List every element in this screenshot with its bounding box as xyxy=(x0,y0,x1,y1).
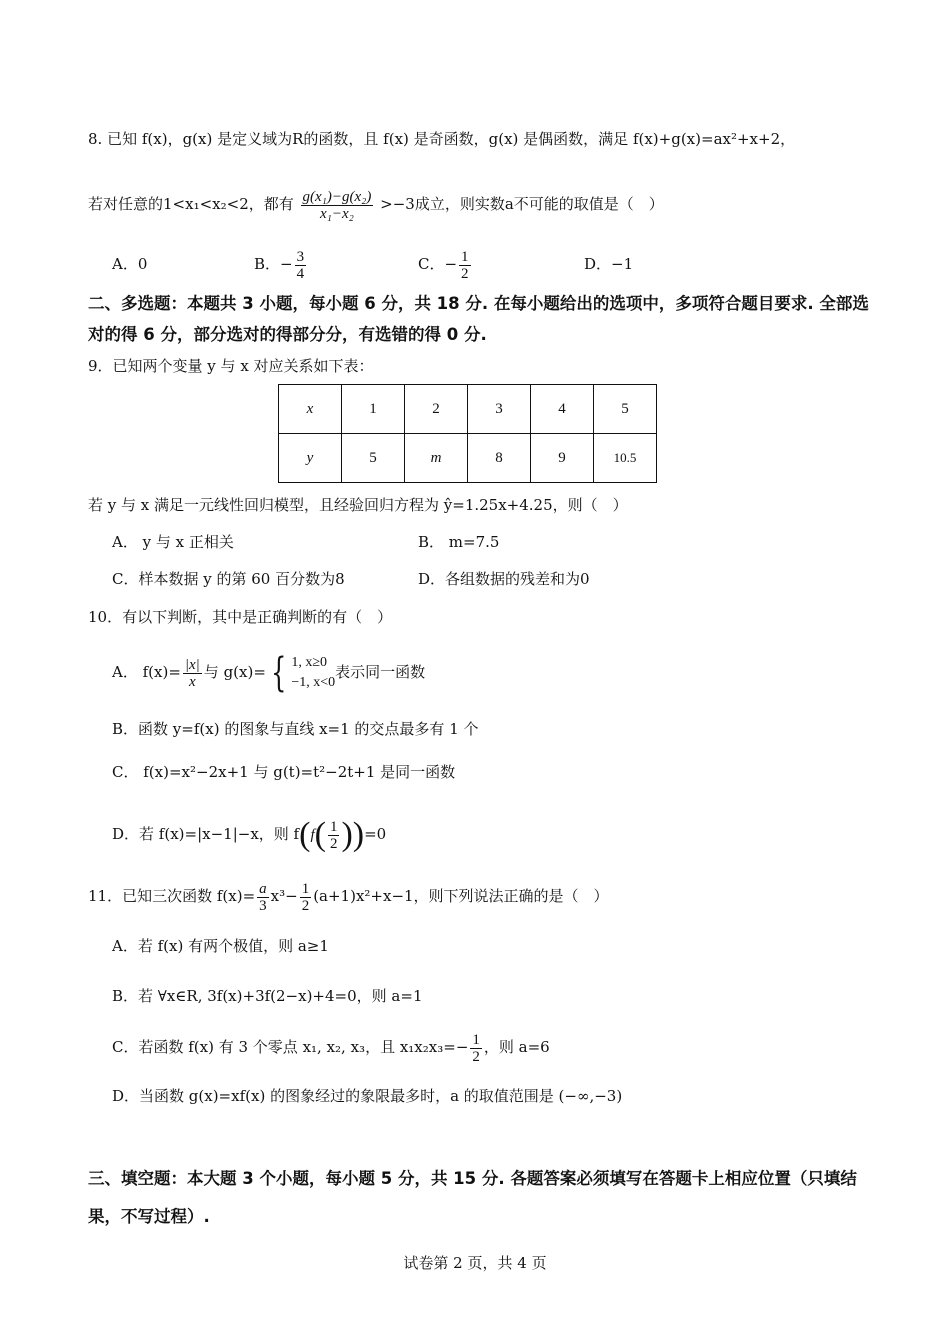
q8-frac-den: x₁−x₂ xyxy=(320,205,354,222)
section-2-heading: 二、多选题：本题共 3 小题，每小题 6 分，共 18 分. 在每小题给出的选项中，多项符合题目要求. 全部选对的得 6 分，部分选对的得部分分，有选错的得 0 分. xyxy=(88,294,869,344)
q11-frac-1: 1 xyxy=(301,880,310,897)
table-row xyxy=(279,434,657,483)
q8-line2-pre: 若对任意的1<x₁<x₂<2，都有 xyxy=(88,195,294,213)
q9-table xyxy=(278,384,657,483)
q11-option-c-pre: C．若函数 f(x) 有 3 个零点 x₁, x₂, x₃，且 x₁x₂x₃=− xyxy=(112,1038,469,1056)
q11-stem-mid: x³− xyxy=(270,887,298,905)
q10-option-d-post: =0 xyxy=(364,825,387,843)
table-cell: 1 xyxy=(342,385,405,434)
q8-line2 xyxy=(88,186,664,222)
table-cell: 3 xyxy=(468,385,531,434)
q10-option-b: B．函数 y=f(x) 的图象与直线 x=1 的交点最多有 1 个 xyxy=(112,720,479,738)
q10-option-a-den: x xyxy=(189,673,196,690)
page-footer: 试卷第 2 页，共 4 页 xyxy=(403,1254,547,1272)
q8-option-d: D．−1 xyxy=(584,255,634,273)
right-paren-icon: ) xyxy=(341,816,353,853)
q11-option-c-den: 2 xyxy=(472,1048,480,1065)
q11-stem-post: (a+1)x²+x−1，则下列说法正确的是（ ） xyxy=(313,887,609,905)
q10-option-a-mid: 与 g(x)= xyxy=(203,663,266,681)
q10-option-c: C． f(x)=x²−2x+1 与 g(t)=t²−2t+1 是同一函数 xyxy=(112,763,456,781)
q11-frac-3: 3 xyxy=(259,897,267,914)
table-cell: 5 xyxy=(342,434,405,483)
q10-option-a-pre: A． f(x)= xyxy=(112,663,181,681)
q9-option-b: B． m=7.5 xyxy=(418,533,500,551)
q10-option-d: D．若 f(x)=|x−1|−x，则 f(f( $\frac{1}{2}$ ))=0 xyxy=(112,816,387,853)
q11-option-c-post: ，则 a=6 xyxy=(483,1038,550,1056)
q9-stem: 9．已知两个变量 y 与 x 对应关系如下表： xyxy=(88,357,374,375)
q10-case-1: 1, x≥0 xyxy=(291,655,328,670)
q9-option-d: D．各组数据的残差和为0 xyxy=(418,570,590,588)
q11-stem xyxy=(88,876,609,916)
q8-option-c xyxy=(418,244,473,284)
q10-option-d-num: 1 xyxy=(329,818,338,835)
q8-line1: 8. 已知 f(x)，g(x) 是定义域为R的函数，且 f(x) 是奇函数，g(x) 是偶函数，满足 f(x)+g(x)=ax²+x+2， xyxy=(88,130,796,148)
q8-option-b-den: 4 xyxy=(296,265,305,282)
q10-option-d-den: 2 xyxy=(329,835,338,852)
table-cell: y xyxy=(279,434,342,483)
q10-case-2: −1, x<0 xyxy=(291,675,336,690)
q8-option-c-pre: C．− xyxy=(418,255,458,273)
q11-frac-2: 2 xyxy=(301,897,310,914)
q11-option-b: B．若 ∀x∈R, 3f(x)+3f(2−x)+4=0，则 a=1 xyxy=(112,987,423,1005)
q11-option-d: D．当函数 g(x)=xf(x) 的图象经过的象限最多时，a 的取值范围是 (−∞,−3) xyxy=(112,1087,623,1105)
table-row xyxy=(279,385,657,434)
q10-option-a-post: 表示同一函数 xyxy=(335,663,426,681)
q8-frac-num: g(x₁)−g(x₂) xyxy=(302,188,372,205)
q10-option-a xyxy=(112,650,425,694)
q8-option-b-pre: B．− xyxy=(254,255,293,273)
table-cell: m xyxy=(405,434,468,483)
table-cell: 4 xyxy=(531,385,594,434)
table-cell: 9 xyxy=(531,434,594,483)
q8-option-a: A．0 xyxy=(112,255,148,273)
q10-option-d-pre: D．若 f(x)=|x−1|−x，则 f xyxy=(112,825,300,843)
q11-option-c-num: 1 xyxy=(472,1031,480,1048)
table-cell: x xyxy=(279,385,342,434)
table-cell: 5 xyxy=(594,385,657,434)
left-brace-icon: { xyxy=(270,650,287,696)
q8-line2-post: >−3成立，则实数a不可能的取值是（ ） xyxy=(380,195,664,213)
left-paren-icon: ( xyxy=(299,816,311,853)
q10-option-a-num: |x| xyxy=(184,656,200,673)
q8-option-c-num: 1 xyxy=(461,248,469,265)
table-cell: 10.5 xyxy=(594,434,657,483)
q11-option-c xyxy=(112,1027,550,1067)
q8-fraction xyxy=(301,189,374,222)
q11-stem-pre: 11．已知三次函数 f(x)= xyxy=(88,887,256,905)
q11-option-a: A．若 f(x) 有两个极值，则 a≥1 xyxy=(112,937,329,955)
q10-stem: 10．有以下判断，其中是正确判断的有（ ） xyxy=(88,608,393,626)
left-paren-icon: ( xyxy=(314,816,326,853)
q9-option-c: C．样本数据 y 的第 60 百分数为8 xyxy=(112,570,345,588)
q8-option-b xyxy=(254,244,308,284)
table-cell: 2 xyxy=(405,385,468,434)
q9-option-a: A． y 与 x 正相关 xyxy=(112,533,234,551)
q8-option-b-num: 3 xyxy=(296,248,305,265)
right-paren-icon: ) xyxy=(352,816,365,853)
table-cell: 8 xyxy=(468,434,531,483)
q8-option-c-den: 2 xyxy=(461,265,469,282)
q9-line2: 若 y 与 x 满足一元线性回归模型，且经验回归方程为 ŷ=1.25x+4.25，则（ ） xyxy=(88,496,628,514)
q11-frac-a: a xyxy=(259,880,267,897)
section-3-heading: 三、填空题：本大题 3 个小题，每小题 5 分，共 15 分. 各题答案必须填写在答题卡上相应位置（只填结果，不写过程）. xyxy=(88,1169,857,1226)
